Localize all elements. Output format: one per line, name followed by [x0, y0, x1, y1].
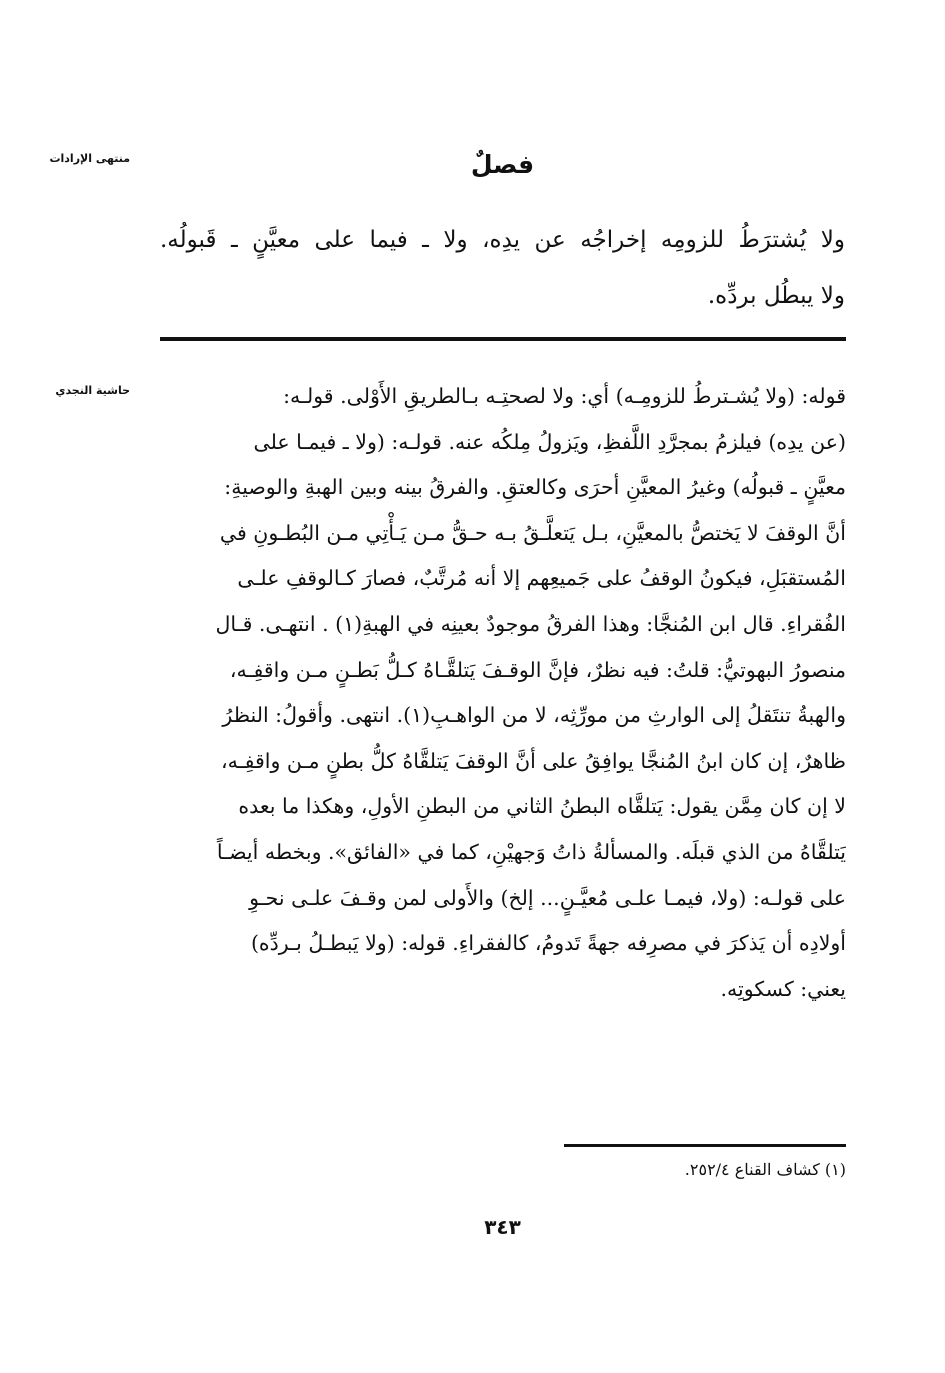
commentary-title-label: حاشية النجدي	[55, 384, 130, 397]
footnote-divider	[564, 1144, 846, 1147]
main-text-line: ولا يُشترَطُ للزومِه إخراجُه عن يدِه، ولا ـ فيما على معيَّنٍ ـ قَبولُه.	[160, 227, 845, 253]
section-divider	[160, 337, 846, 341]
book-title-label: منتهى الإرادات	[49, 152, 130, 165]
commentary-line: معيَّنٍ ـ قبولُه) وغيرُ المعيَّنِ أحرَى وكالعتقِ. والفرقُ بينه وبين الهبةِ والوصيةِ:	[224, 475, 846, 500]
commentary-line: الفُقراءِ. قال ابن المُنجَّا: وهذا الفرقُ موجودٌ بعينِه في الهبةِ(١) . انتهـى. قـال	[215, 611, 846, 636]
commentary-line: أنَّ الوقفَ لا يَختصُّ بالمعيَّنِ، بـل يَتعلَّـقُ بـه حـقُّ مـن يَـأْتِي مـن البُطـونِ في	[219, 520, 846, 545]
commentary-line: المُستقبَلِ، فيكونُ الوقفُ على جَميعِهم إلا أنه مُرتَّبٌ، فصارَ كـالوقفِ علـى	[237, 566, 846, 591]
commentary-line: منصورُ البهوتيُّ: قلتُ: فيه نظرٌ، فإنَّ الوقـفَ يَتلقَّـاهُ كـلُّ بَطـنٍ مـن واقفِـه،	[229, 657, 846, 682]
commentary-line: (عن يدِه) فيلزمُ بمجرَّدِ اللَّفظِ، ويَزولُ مِلكُه عنه. قولـه: (ولا ـ فيمـا على	[253, 429, 846, 454]
commentary-line: يَتلقَّاهُ من الذي قبلَه. والمسألةُ ذاتُ وَجهيْنِ، كما في «الفائق». وبخطه أيضـاً	[216, 839, 846, 864]
commentary-line: والهبةُ تنتَقلُ إلى الوارثِ من مورِّثِه، لا من الواهـبِ(١). انتهى. وأقولُ: النظرُ	[222, 703, 846, 728]
section-heading: فصلٌ	[470, 150, 535, 179]
main-text	[160, 212, 845, 324]
commentary-line: على قولـه: (ولا، فيمـا علـى مُعيَّـنٍ... إلخ) والأَولى لمن وقـفَ علـى نحـوِ	[249, 885, 846, 910]
commentary-line: أولادِه أن يَذكرَ في مصرِفه جهةً تَدومُ، كالفقراءِ. قوله: (ولا يَبطـلُ بـردِّه)	[250, 931, 846, 956]
commentary-line: ظاهرٌ، إن كان ابنُ المُنجَّا يوافِقُ على أنَّ الوقفَ يَتلقَّاهُ كلُّ بطنٍ مـن واقفِـه،	[221, 748, 846, 773]
commentary-line: قوله: (ولا يُشـترطُ للزومِـه) أي: ولا لصحتِـه بـالطريقِ الأَوْلى. قولـه:	[283, 384, 846, 408]
commentary-line: يعني: كسكوتِه.	[720, 976, 846, 1001]
page-number: ٣٤٣	[484, 1215, 521, 1239]
footnote: (١) كشاف القناع ٢٥٢/٤.	[684, 1160, 846, 1179]
commentary-line: لا إن كان مِمَّن يقول: يَتلقَّاه البطنُ الثاني من البطنِ الأولِ، وهكذا ما بعده	[238, 794, 846, 819]
commentary-text	[160, 374, 846, 1012]
main-text-line: ولا يبطُل بردِّه.	[707, 283, 845, 309]
